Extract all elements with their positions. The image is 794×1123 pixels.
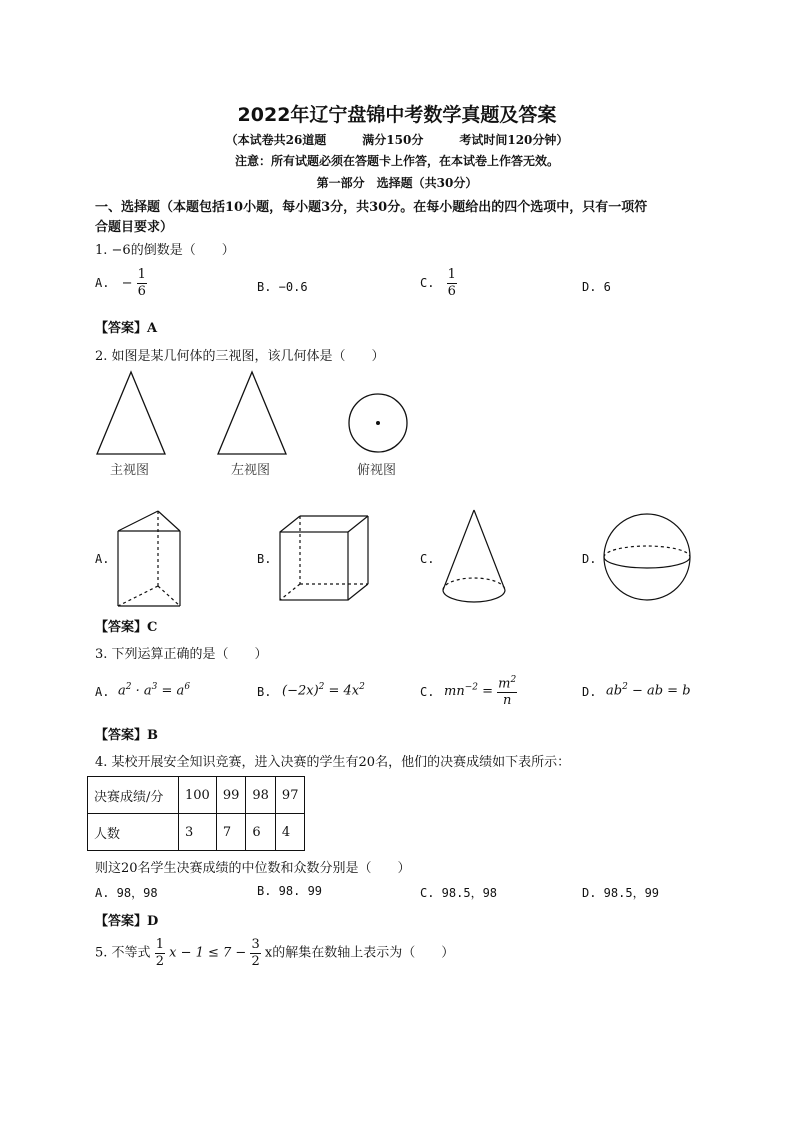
q3-answer: 【答案】B bbox=[95, 728, 158, 743]
page-title: 2022年辽宁盘锦中考数学真题及答案 bbox=[237, 104, 557, 126]
part-title: 第一部分 选择题（共30分） bbox=[316, 176, 478, 190]
option-a-triangular-prism bbox=[118, 511, 180, 606]
q5-f1-den: 2 bbox=[155, 954, 164, 969]
q5-middle: x − 1 ≤ 7 − bbox=[169, 945, 247, 961]
exam-notice: 注意：所有试题必须在答题卡上作答，在本试卷上作答无效。 bbox=[234, 154, 559, 168]
q1-a-num: 1 bbox=[137, 267, 146, 282]
q5-fraction-1 bbox=[155, 937, 165, 970]
q1-answer: 【答案】A bbox=[95, 321, 158, 336]
q4-option-c: C. 98.5，98 bbox=[420, 886, 498, 900]
q1-option-d: D. 6 bbox=[582, 280, 611, 294]
front-view-caption: 主视图 bbox=[110, 463, 150, 478]
section-heading-line2: 合题目要求） bbox=[95, 220, 174, 235]
q2-option-a-label: A. bbox=[95, 552, 110, 566]
q1-a-sign: − bbox=[121, 276, 133, 291]
q3-option-c-expr: $mn^{-2}$ = $\frac{m^2}{n}$ bbox=[444, 672, 517, 709]
q4-stem: 4. 某校开展安全知识竞赛，进入决赛的学生有20名，他们的决赛成绩如下表所示： bbox=[95, 755, 571, 770]
q5-stem bbox=[95, 937, 454, 970]
q5-prefix: 5. 不等式 bbox=[95, 945, 151, 961]
q3-option-c-label: C. bbox=[420, 685, 435, 699]
score-cell: 99 bbox=[216, 777, 246, 814]
q3-option-a-label: A. bbox=[95, 685, 110, 699]
q3-option-d-label: D. bbox=[582, 685, 597, 699]
q4-question: 则这20名学生决赛成绩的中位数和众数分别是（ ） bbox=[95, 861, 411, 876]
option-d-sphere bbox=[604, 514, 690, 600]
q3-option-b-label: B. bbox=[257, 685, 272, 699]
exam-info: （本试卷共26道题 满分150分 考试时间120分钟） bbox=[225, 133, 569, 147]
q5-f2-den: 2 bbox=[251, 954, 260, 969]
q2-stem: 2. 如图是某几何体的三视图，该几何体是（ ） bbox=[95, 349, 385, 364]
q2-option-b-label: B. bbox=[257, 552, 272, 566]
q1-option-b: B. −0.6 bbox=[257, 280, 308, 294]
q4-option-d: D. 98.5，99 bbox=[582, 886, 660, 900]
top-view-caption: 俯视图 bbox=[357, 463, 397, 478]
option-c-cone bbox=[443, 510, 505, 602]
count-header: 人数 bbox=[88, 814, 179, 851]
score-cell: 97 bbox=[275, 777, 305, 814]
q2-option-c-label: C. bbox=[420, 552, 435, 566]
q1-c-label: C. bbox=[420, 276, 435, 290]
q5-f1-num: 1 bbox=[155, 937, 164, 952]
q4-answer: 【答案】D bbox=[95, 914, 159, 929]
count-cell: 3 bbox=[179, 814, 217, 851]
q3-option-d-expr: $ab^2$ − ab = b bbox=[606, 682, 691, 699]
score-cell: 100 bbox=[179, 777, 217, 814]
q3-stem: 3. 下列运算正确的是（ ） bbox=[95, 647, 268, 662]
q5-suffix: x的解集在数轴上表示为（ ） bbox=[264, 945, 455, 961]
q3-option-a-expr: $a^2 \cdot a^3 = a^6$ bbox=[118, 682, 191, 699]
q4-option-a: A. 98，98 bbox=[95, 886, 158, 900]
score-header: 决赛成绩/分 bbox=[88, 777, 179, 814]
q3-option-b-expr: $(-2x)^2 = 4x^2$ bbox=[282, 682, 365, 699]
q2-option-d-label: D. bbox=[582, 552, 597, 566]
section-heading-line1: 一、选择题（本题包括10小题，每小题3分，共30分。在每小题给出的四个选项中，只有一项符 bbox=[95, 200, 648, 215]
q5-f2-num: 3 bbox=[251, 937, 260, 952]
score-cell: 98 bbox=[246, 777, 276, 814]
count-cell: 7 bbox=[216, 814, 246, 851]
q2-answer: 【答案】C bbox=[95, 620, 158, 635]
score-table bbox=[87, 776, 305, 851]
q4-option-b: B. 98. 99 bbox=[257, 884, 323, 898]
option-b-cube bbox=[280, 516, 368, 600]
q1-stem: 1. −6的倒数是（ ） bbox=[95, 243, 235, 258]
count-cell: 6 bbox=[246, 814, 276, 851]
q1-c-den: 6 bbox=[447, 284, 456, 299]
table-row bbox=[88, 814, 305, 851]
table-row bbox=[88, 777, 305, 814]
count-cell: 4 bbox=[275, 814, 305, 851]
q1-c-num: 1 bbox=[447, 267, 456, 282]
q1-a-label: A. bbox=[95, 276, 110, 290]
left-view-caption: 左视图 bbox=[231, 463, 271, 478]
q5-fraction-2 bbox=[250, 937, 260, 970]
q1-a-den: 6 bbox=[137, 284, 146, 299]
